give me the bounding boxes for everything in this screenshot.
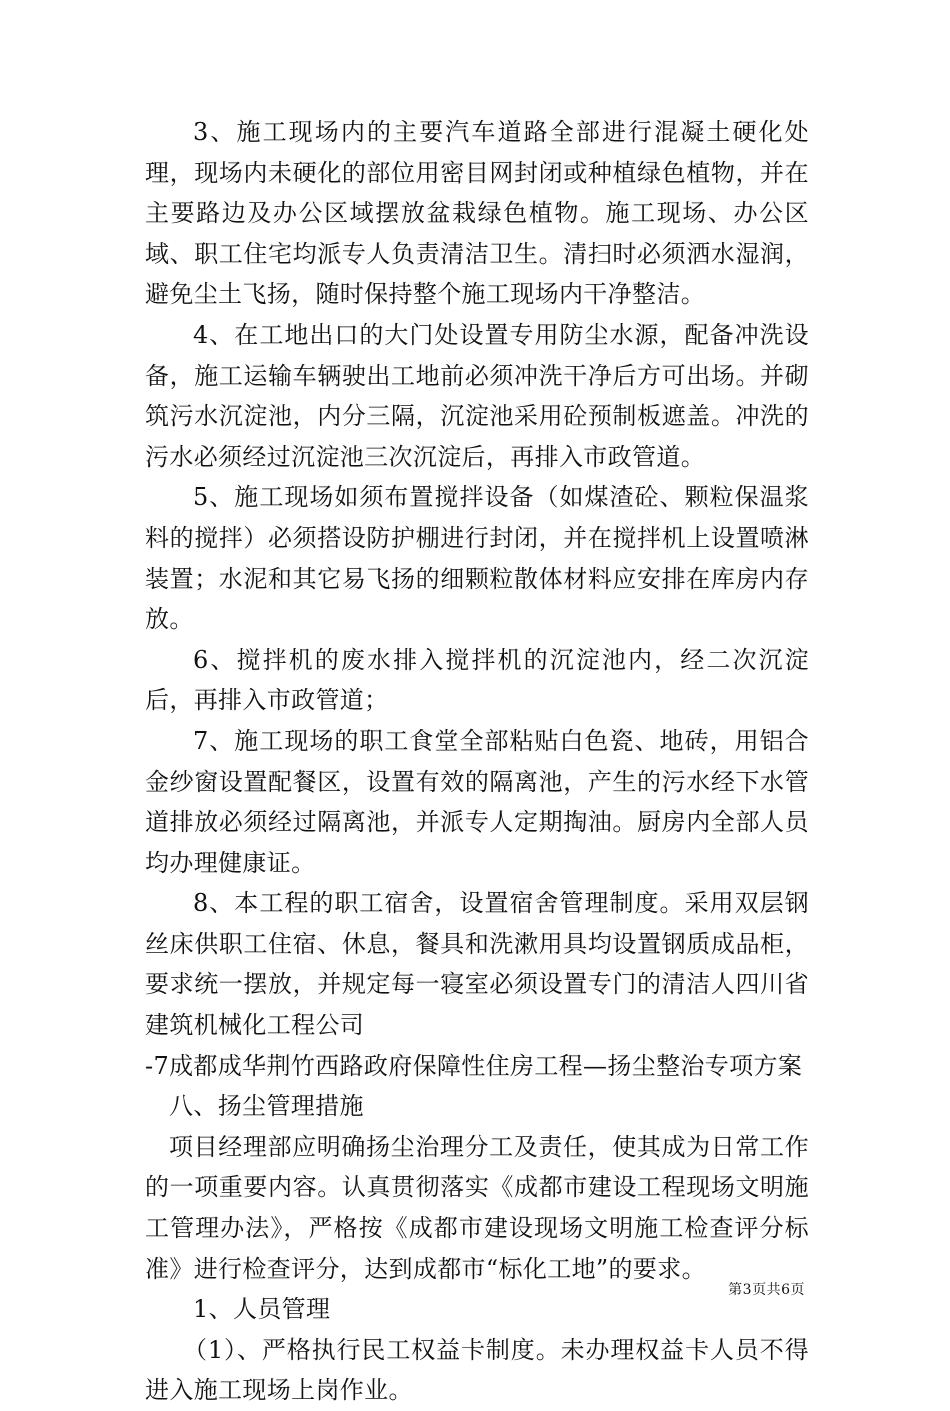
paragraph-staff-dormitory: 8、本工程的职工宿舍，设置宿舍管理制度。采用双层钢丝床供职工住宿、休息，餐具和洗漱用具均设置钢质成品柜，要求统一摆放，并规定每一寝室必须设置专门的清洁人四川省建筑机械化工程公司: [145, 889, 809, 1040]
paragraph-dust-water-source: 4、在工地出口的大门处设置专用防尘水源，配备冲洗设备，施工运输车辆驶出工地前必须冲洗干净后方可出场。并砌筑污水沉淀池，内分三隔，沉淀池采用砼预制板遮盖。冲洗的污水必须经过沉淀池三次沉淀后，再排入市政管道。: [145, 320, 809, 471]
running-header-line: -7成都成华荆竹西路政府保障性住房工程—扬尘整治专项方案: [145, 1051, 803, 1080]
section-heading: 八、扬尘管理措施: [169, 1092, 364, 1121]
subsection-heading: 1、人员管理: [193, 1295, 331, 1324]
paragraph-mixer-wastewater: 6、搅拌机的废水排入搅拌机的沉淀池内，经二次沉淀后，再排入市政管道；: [145, 645, 809, 715]
paragraph-staff-canteen: 7、施工现场的职工食堂全部粘贴白色瓷、地砖，用铝合金纱窗设置配餐区，设置有效的隔离池，产生的污水经下水管道排放必须经过隔离池，并派专人定期掏油。厨房内全部人员均办理健康证。: [145, 726, 809, 877]
paragraph-management-duties: 项目经理部应明确扬尘治理分工及责任，使其成为日常工作的一项重要内容。认真贯彻落实《成都市建设工程现场文明施工管理办法》，严格按《成都市建设现场文明施工检查评分标准》进行检查评分，达到成都市“标化工地”的要求。: [145, 1132, 809, 1283]
paragraph-worker-rights-card: （1）、严格执行民工权益卡制度。未办理权益卡人员不得进入施工现场上岗作业。: [145, 1335, 809, 1405]
paragraph-mixing-equipment: 5、施工现场如须布置搅拌设备（如煤渣砼、颗粒保温浆料的搅拌）必须搭设防护棚进行封闭，并在搅拌机上设置喷淋装置；水泥和其它易飞扬的细颗粒散体材料应安排在库房内存放。: [145, 483, 809, 634]
page-number: 第3页共6页: [728, 1282, 805, 1298]
paragraph-road-hardening: 3、施工现场内的主要汽车道路全部进行混凝土硬化处理，现场内未硬化的部位用密目网封闭或种植绿色植物，并在主要路边及办公区域摆放盆栽绿色植物。施工现场、办公区域、职工住宅均派专人负责清洁卫生。清扫时必须洒水湿润，避免尘土飞扬，随时保持整个施工现场内干净整洁。: [145, 118, 809, 309]
document-body: [145, 112, 809, 1411]
